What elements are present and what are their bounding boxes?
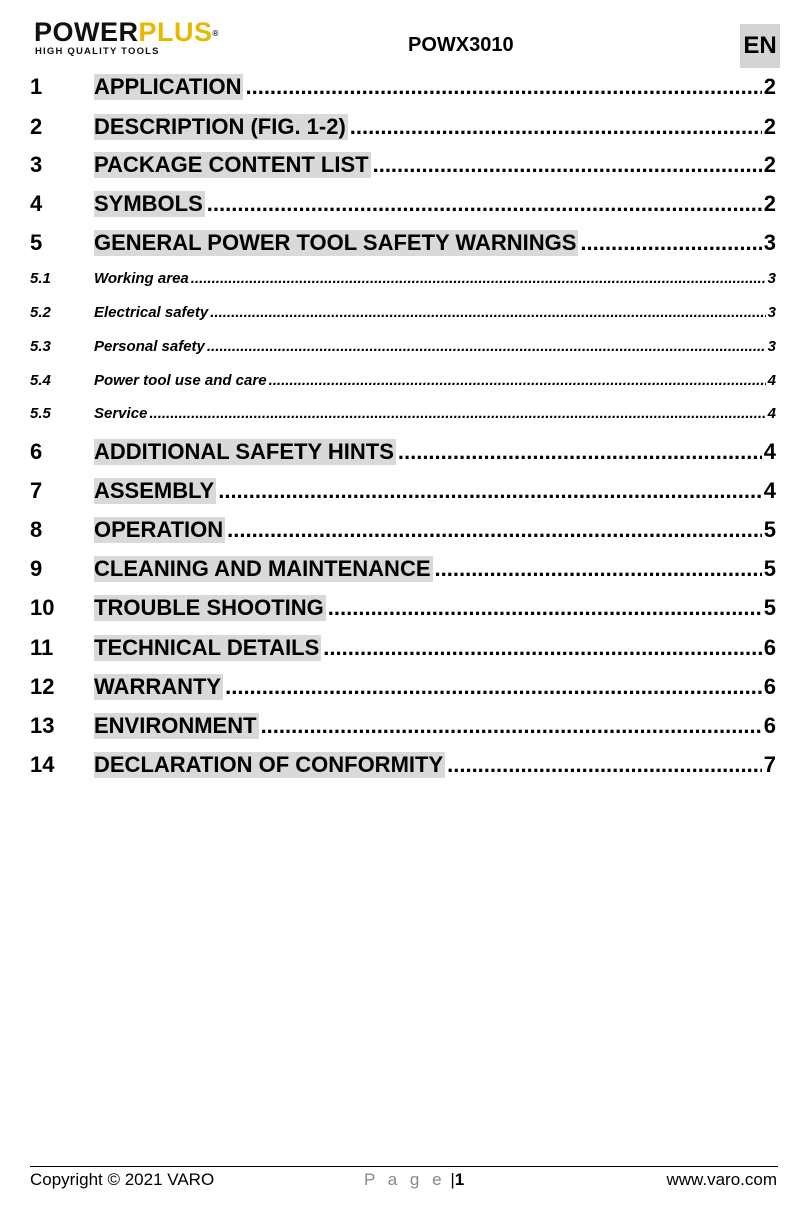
toc-entry[interactable] (30, 338, 776, 358)
toc-entry[interactable] (30, 713, 776, 743)
toc-entry-number: 6 (30, 439, 43, 464)
toc-entry-page: 4 (763, 439, 776, 464)
toc-dot-leader (149, 405, 765, 422)
toc-entry[interactable] (30, 74, 776, 104)
toc-entry-number: 4 (30, 191, 43, 216)
toc-dot-leader (269, 372, 766, 389)
toc-entry-page: 2 (763, 152, 776, 177)
toc-dot-leader (207, 191, 762, 217)
toc-dot-leader (580, 230, 761, 256)
toc-entry-title: Power tool use and care (94, 372, 267, 389)
toc-dot-leader (227, 517, 762, 543)
toc-entry[interactable] (30, 114, 776, 144)
toc-entry-title: PACKAGE CONTENT LIST (94, 152, 369, 177)
toc-entry-page: 2 (763, 114, 776, 139)
toc-entry-number: 9 (30, 556, 43, 581)
toc-dot-leader (323, 635, 761, 661)
toc-entry-title: Service (94, 405, 148, 422)
page-number: 1 (454, 1170, 465, 1189)
toc-entry-number: 5.3 (30, 338, 51, 355)
toc-entry-title: ENVIRONMENT (94, 713, 257, 738)
toc-entry[interactable] (30, 191, 776, 221)
toc-entry-page: 5 (763, 595, 776, 620)
toc-entry-page: 5 (763, 517, 776, 542)
toc-entry-title: ADDITIONAL SAFETY HINTS (94, 439, 394, 464)
toc-entry-page: 3 (767, 270, 776, 287)
toc-entry-page: 2 (763, 74, 776, 99)
toc-entry-number: 5.1 (30, 270, 51, 287)
toc-entry-page: 4 (767, 372, 776, 389)
page-label: P a g e (364, 1170, 446, 1189)
toc-entry-title: CLEANING AND MAINTENANCE (94, 556, 431, 581)
toc-entry-page: 3 (763, 230, 776, 255)
toc-entry-number: 12 (30, 674, 55, 699)
toc-entry[interactable] (30, 478, 776, 508)
toc-entry-title: WARRANTY (94, 674, 222, 699)
toc-entry-title: Personal safety (94, 338, 205, 355)
toc-entry[interactable] (30, 556, 776, 586)
toc-dot-leader (207, 338, 766, 355)
toc-entry-title: GENERAL POWER TOOL SAFETY WARNINGS (94, 230, 577, 255)
toc-entry[interactable] (30, 270, 776, 290)
toc-entry-page: 7 (763, 752, 776, 777)
toc-entry-number: 5.2 (30, 304, 51, 321)
footer-page-indicator (364, 1170, 464, 1190)
toc-entry-number: 10 (30, 595, 55, 620)
toc-entry[interactable] (30, 304, 776, 324)
model-number: POWX3010 (408, 34, 514, 56)
footer-copyright: Copyright © 2021 VARO (30, 1170, 215, 1189)
footer-website[interactable]: www.varo.com (666, 1170, 777, 1189)
toc-entry-page: 3 (767, 304, 776, 321)
toc-entry-number: 7 (30, 478, 43, 503)
toc-entry-title: TECHNICAL DETAILS (94, 635, 320, 660)
toc-entry-page: 6 (763, 635, 776, 660)
toc-dot-leader (191, 270, 766, 287)
toc-entry-number: 2 (30, 114, 43, 139)
toc-entry-title: DECLARATION OF CONFORMITY (94, 752, 444, 777)
toc-entry-number: 1 (30, 74, 43, 99)
toc-dot-leader (218, 478, 762, 504)
toc-entry-title: DESCRIPTION (FIG. 1-2) (94, 114, 346, 139)
toc-entry-title: OPERATION (94, 517, 224, 542)
toc-dot-leader (435, 556, 762, 582)
toc-entry[interactable] (30, 635, 776, 665)
toc-dot-leader (245, 74, 761, 100)
toc-entry-title: SYMBOLS (94, 191, 203, 216)
toc-entry-number: 3 (30, 152, 43, 177)
toc-dot-leader (447, 752, 762, 778)
toc-dot-leader (225, 674, 762, 700)
toc-entry[interactable] (30, 372, 776, 392)
logo-tagline: HIGH QUALITY TOOLS (35, 46, 160, 57)
toc-entry-number: 13 (30, 713, 55, 738)
toc-entry-page: 4 (767, 405, 776, 422)
powerplus-logo (34, 18, 250, 58)
toc-entry-title: APPLICATION (94, 74, 242, 99)
toc-entry-page: 6 (763, 674, 776, 699)
toc-dot-leader (373, 152, 762, 178)
toc-entry-title: ASSEMBLY (94, 478, 215, 503)
toc-entry-number: 5 (30, 230, 43, 255)
toc-entry[interactable] (30, 517, 776, 547)
toc-entry[interactable] (30, 152, 776, 182)
toc-entry-number: 14 (30, 752, 55, 777)
toc-entry-page: 2 (763, 191, 776, 216)
language-badge: EN (740, 24, 780, 68)
toc-entry[interactable] (30, 405, 776, 425)
toc-entry-number: 5.5 (30, 405, 51, 422)
toc-entry-number: 8 (30, 517, 43, 542)
toc-entry-page: 4 (763, 478, 776, 503)
toc-entry[interactable] (30, 439, 776, 469)
toc-entry-page: 3 (767, 338, 776, 355)
toc-entry-title: TROUBLE SHOOTING (94, 595, 324, 620)
toc-entry-number: 11 (30, 635, 54, 660)
toc-dot-leader (328, 595, 762, 621)
toc-dot-leader (261, 713, 762, 739)
toc-dot-leader (210, 304, 765, 321)
page-separator: | (450, 1170, 455, 1189)
toc-entry[interactable] (30, 595, 776, 625)
footer-divider (30, 1166, 778, 1167)
logo-wordmark: POWERPLUS® (34, 17, 219, 47)
toc-entry[interactable] (30, 752, 776, 782)
toc-entry-page: 6 (763, 713, 776, 738)
toc-entry-page: 5 (763, 556, 776, 581)
toc-entry[interactable] (30, 674, 776, 704)
toc-entry[interactable] (30, 230, 776, 260)
toc-dot-leader (398, 439, 762, 465)
toc-dot-leader (350, 114, 762, 140)
toc-entry-title: Working area (94, 270, 189, 287)
toc-entry-number: 5.4 (30, 372, 51, 389)
toc-entry-title: Electrical safety (94, 304, 209, 321)
